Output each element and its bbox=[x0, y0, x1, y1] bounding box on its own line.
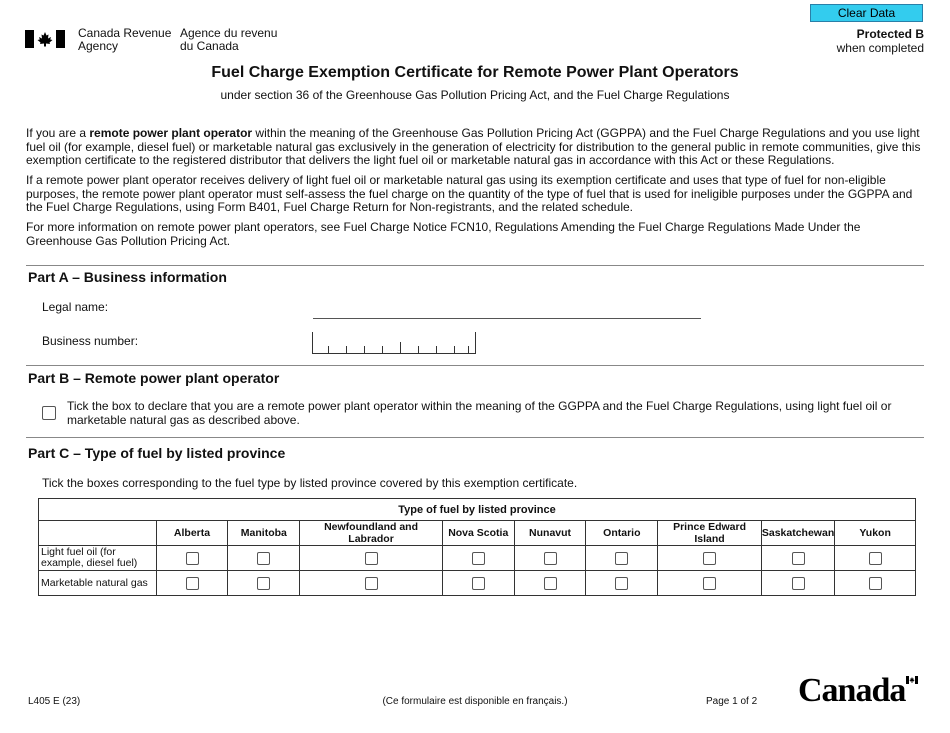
protected-subtitle: when completed bbox=[836, 41, 924, 55]
legal-name-field[interactable] bbox=[313, 318, 701, 319]
protected-b-notice bbox=[837, 27, 924, 55]
wordmark-flag-icon bbox=[906, 676, 918, 684]
bn-digit-tick bbox=[468, 346, 469, 353]
checkbox-lfo-alberta[interactable] bbox=[186, 552, 199, 565]
checkbox-mng-saskatchewan[interactable] bbox=[792, 577, 805, 590]
divider-part-c bbox=[26, 437, 924, 438]
bn-digit-tick bbox=[436, 346, 437, 353]
intro-paragraph-2: If a remote power plant operator receives delivery of light fuel oil or marketable natural gas using its exemption certificate and uses that type of fuel for non-eligible purposes, the remote power plant operator must self-assess the fuel charge on the quantity of the type of fuel that is used for ineligible purposes under the GGPPA and the Fuel Charge Regulations, using Form B401, Fuel Charge Return for Non-registrants, and the related schedule. bbox=[26, 173, 913, 214]
checkbox-mng-ontario[interactable] bbox=[615, 577, 628, 590]
agency-name-english bbox=[78, 27, 178, 53]
province-header: Yukon bbox=[835, 521, 916, 546]
part-a-title: Part A – Business information bbox=[28, 269, 227, 285]
checkbox-lfo-ontario[interactable] bbox=[615, 552, 628, 565]
checkbox-lfo-saskatchewan[interactable] bbox=[792, 552, 805, 565]
agency-name-french bbox=[180, 27, 290, 53]
business-number-label: Business number: bbox=[42, 334, 139, 348]
agency-en-line2: Agency bbox=[78, 39, 119, 53]
province-header: Nunavut bbox=[514, 521, 586, 546]
province-header: Alberta bbox=[156, 521, 228, 546]
part-b-declaration: Tick the box to declare that you are a remote power plant operator within the meaning of the GGPPA and the Fuel Charge Regulations, using light fuel oil or marketable natural gas as described above. bbox=[67, 399, 892, 427]
bn-digit-tick bbox=[400, 342, 401, 353]
protected-title: Protected B bbox=[856, 27, 924, 41]
checkbox-lfo-manitoba[interactable] bbox=[257, 552, 270, 565]
checkbox-mng-manitoba[interactable] bbox=[257, 577, 270, 590]
clear-data-button[interactable]: Clear Data bbox=[810, 4, 923, 22]
intro-p1-before: If you are a bbox=[26, 126, 90, 140]
french-availability-note: (Ce formulaire est disponible en français.) bbox=[382, 696, 568, 707]
checkbox-mng-alberta[interactable] bbox=[186, 577, 199, 590]
form-code: L405 E (23) bbox=[28, 696, 81, 707]
part-c-title: Part C – Type of fuel by listed province bbox=[28, 445, 286, 461]
table-row bbox=[39, 571, 916, 596]
agency-fr-line2: du Canada bbox=[180, 39, 239, 53]
province-header: Nova Scotia bbox=[442, 521, 514, 546]
province-header: Ontario bbox=[586, 521, 658, 546]
bn-digit-tick bbox=[346, 346, 347, 353]
agency-en-line1: Canada Revenue bbox=[78, 26, 172, 40]
part-c-intro: Tick the boxes corresponding to the fuel type by listed province covered by this exemption certificate. bbox=[42, 476, 578, 490]
bn-digit-tick bbox=[364, 346, 365, 353]
canada-wordmark: Canada bbox=[798, 672, 906, 709]
intro-paragraph-1 bbox=[26, 127, 924, 168]
form-header bbox=[0, 0, 950, 60]
canada-flag-icon bbox=[25, 30, 65, 48]
province-header: Saskatchewan bbox=[761, 521, 834, 546]
bn-digit-tick bbox=[382, 346, 383, 353]
intro-p1-after: within the meaning of the Greenhouse Gas Pollution Pricing Act (GGPPA) and the Fuel Charge Regulations and you use light fuel oil (for example, diesel fuel) or marketable natural gas exclusively in the generation of electricity for distribution to the general public in remote communities, give this exemption certificate to the registered distributor that delivers the light fuel oil or marketable natural gas in accordance with this Act or these Regulations. bbox=[26, 126, 921, 167]
checkbox-mng-yukon[interactable] bbox=[869, 577, 882, 590]
intro-paragraph-3: For more information on remote power plant operators, see Fuel Charge Notice FCN10, Regulations Amending the Fuel Charge Regulations Made Under the Greenhouse Gas Pollution Pricing Act. bbox=[26, 220, 861, 248]
table-header-blank bbox=[39, 521, 157, 546]
fuel-type-table bbox=[38, 498, 916, 596]
divider-part-b bbox=[26, 365, 924, 366]
form-subtitle: under section 36 of the Greenhouse Gas Pollution Pricing Act, and the Fuel Charge Regulations bbox=[220, 88, 730, 102]
province-header: Newfoundland and Labrador bbox=[300, 521, 443, 546]
checkbox-mng-pei[interactable] bbox=[703, 577, 716, 590]
remote-operator-checkbox[interactable] bbox=[42, 406, 56, 420]
part-b-title: Part B – Remote power plant operator bbox=[28, 370, 280, 386]
form-title: Fuel Charge Exemption Certificate for Remote Power Plant Operators bbox=[211, 64, 739, 81]
checkbox-lfo-newfoundland[interactable] bbox=[365, 552, 378, 565]
checkbox-lfo-nunavut[interactable] bbox=[544, 552, 557, 565]
bn-digit-tick bbox=[418, 346, 419, 353]
table-title: Type of fuel by listed province bbox=[39, 499, 916, 521]
intro-p1-bold: remote power plant operator bbox=[89, 126, 253, 140]
checkbox-lfo-pei[interactable] bbox=[703, 552, 716, 565]
checkbox-lfo-nova-scotia[interactable] bbox=[472, 552, 485, 565]
agency-fr-line1: Agence du revenu bbox=[180, 26, 278, 40]
checkbox-mng-nova-scotia[interactable] bbox=[472, 577, 485, 590]
legal-name-label: Legal name: bbox=[42, 300, 109, 314]
row-label-light-fuel-oil: Light fuel oil (for example, diesel fuel) bbox=[39, 546, 157, 571]
checkbox-lfo-yukon[interactable] bbox=[869, 552, 882, 565]
row-label-natural-gas: Marketable natural gas bbox=[39, 571, 157, 596]
checkbox-mng-newfoundland[interactable] bbox=[365, 577, 378, 590]
bn-digit-tick bbox=[328, 346, 329, 353]
divider-part-a bbox=[26, 265, 924, 266]
page-number: Page 1 of 2 bbox=[706, 696, 758, 707]
province-header: Prince Edward Island bbox=[658, 521, 762, 546]
table-row bbox=[39, 546, 916, 571]
bn-digit-tick bbox=[454, 346, 455, 353]
checkbox-mng-nunavut[interactable] bbox=[544, 577, 557, 590]
province-header: Manitoba bbox=[228, 521, 300, 546]
business-number-field[interactable] bbox=[312, 332, 476, 354]
